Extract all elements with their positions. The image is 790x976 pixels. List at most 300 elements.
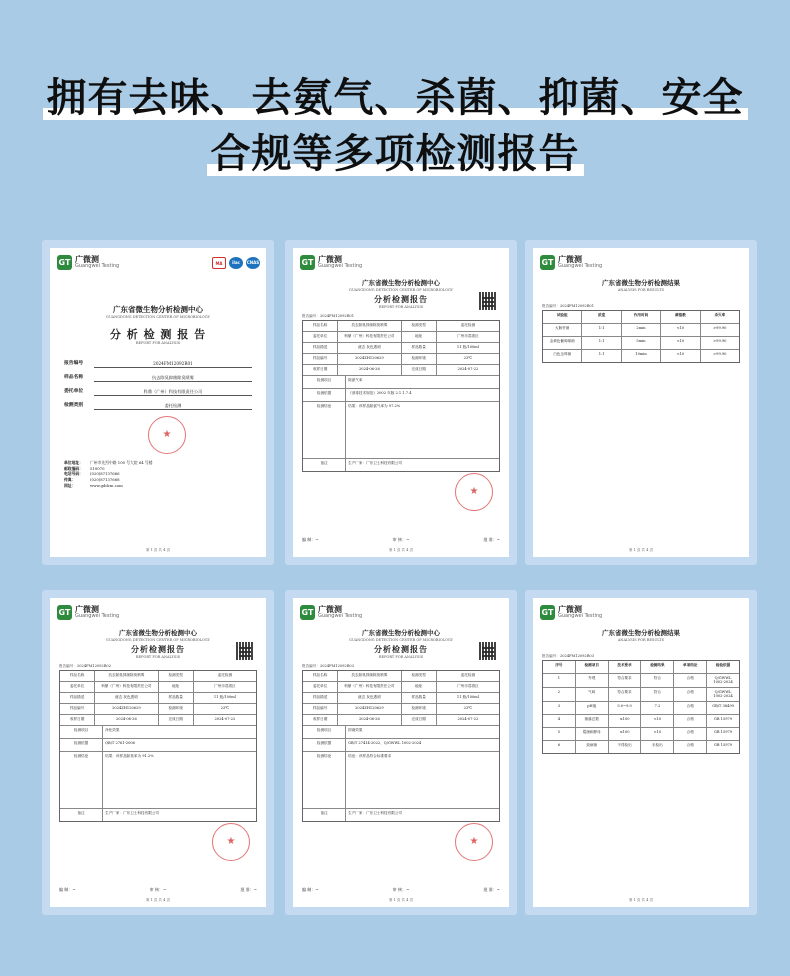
table-cell: ≤100	[609, 715, 642, 727]
table-row	[303, 752, 499, 809]
table-cell: 抗去除臭抑菌除臭喷雾	[338, 671, 401, 681]
table-cell: 备注	[60, 809, 103, 821]
table-cell: 检测结论	[303, 752, 346, 808]
table-cell: 合格	[674, 702, 707, 714]
applicant: 科鼎（广州）科技有限责任公司	[94, 389, 252, 396]
table-cell: 地址	[402, 682, 437, 692]
table-row	[303, 809, 499, 821]
results-table	[542, 310, 740, 363]
table-cell: <10	[641, 728, 674, 740]
table-cell: 检测结果	[641, 661, 674, 673]
address: 广州市先烈中路 100 号大院 64 号楼	[90, 460, 153, 465]
table-cell: 完成日期	[402, 715, 437, 725]
page-number: 第 1 页 共 4 页	[388, 548, 414, 552]
table-cell: 样品数量	[159, 693, 194, 703]
table-cell: 检测环境	[402, 354, 437, 364]
report-page	[50, 598, 266, 907]
table-row	[543, 728, 739, 741]
report-title: 分 析 检 测 报 告	[109, 328, 207, 341]
table-cell: 大肠杆菌	[543, 324, 582, 336]
headline-line-2: 合规等多项检测报告	[211, 126, 580, 182]
table-cell: 液态 灰色透明	[95, 693, 158, 703]
table-row	[303, 354, 499, 365]
logo-name-en: Guangwei Testing	[318, 263, 363, 269]
table-row	[543, 715, 739, 728]
table-row	[303, 671, 499, 682]
table-cell: 5min	[622, 337, 661, 349]
test-type: 委托检测	[94, 403, 252, 410]
table-row	[303, 376, 499, 389]
table-row	[60, 671, 256, 682]
org-name-en: GUANGDONG DETECTION CENTER OF MICROBIOLOGY	[349, 288, 453, 292]
org-name: 广东省微生物分析检测中心	[362, 629, 440, 637]
table-cell: 检测类型	[159, 671, 194, 681]
logo-name: 广微测	[318, 255, 342, 264]
table-cell: 样品编号	[303, 704, 338, 714]
table-row	[303, 726, 499, 739]
editor-label: 编 制：	[302, 887, 316, 892]
table-cell: 浓度	[582, 311, 621, 323]
table-cell: 广州市荔湾区	[457, 684, 479, 688]
table-cell: Q/GWWL 1002-2024	[713, 689, 733, 699]
page-number: 第 1 页 共 4 页	[388, 898, 414, 902]
table-cell: 1:1	[582, 337, 621, 349]
results-title-en: ANALYSIS FOR RESULTS	[617, 638, 665, 642]
table-cell: 委托单位	[303, 682, 338, 692]
table-cell: Q/GWWL 1002-2024	[713, 676, 733, 685]
cover-fields	[64, 361, 252, 417]
table-cell: 5.0~9.0	[609, 702, 642, 714]
table-cell: <10	[661, 337, 700, 349]
page-number: 第 1 页 共 4 页	[628, 898, 654, 902]
tel: (020)87137666	[90, 471, 120, 477]
table-cell: 委托检测	[460, 673, 476, 677]
report-page	[533, 598, 749, 907]
table-row	[303, 682, 499, 693]
table-row	[60, 726, 256, 739]
fax: (020)87137668	[90, 477, 120, 483]
table-cell: <10	[641, 715, 674, 727]
table-row	[60, 693, 256, 704]
verifier-label: 审 核：	[149, 887, 163, 892]
report-title-en: REPORT FOR ANALYSIS	[378, 655, 424, 659]
table-cell: 完成日期	[159, 715, 194, 725]
logo-icon: GT	[300, 255, 315, 270]
table-cell: 样品描述	[60, 693, 95, 703]
table-cell: 检测结论	[303, 402, 346, 458]
field-label: 检测类别	[64, 402, 84, 409]
logo-icon: GT	[57, 605, 72, 620]
table-cell: 收样日期	[60, 715, 95, 725]
signature-row	[302, 887, 500, 893]
verifier-label: 审 核：	[392, 887, 406, 892]
table-cell: 委托单位	[303, 332, 338, 342]
results-title: 广东省微生物分析检测结果	[602, 629, 680, 637]
table-cell: 6	[543, 741, 576, 753]
table-cell: 液态 灰色透明	[338, 693, 401, 703]
table-row	[303, 321, 499, 332]
logo-name: 广微测	[75, 255, 99, 264]
table-cell: GB 15979	[714, 729, 733, 734]
table-cell: GB/T 27414-2022、Q/GWWL 1002-2024	[348, 741, 422, 745]
org-name-en: GUANGDONG DETECTION CENTER OF MICROBIOLOGY	[106, 315, 210, 319]
table-cell: 样品名称	[60, 671, 95, 681]
contact-info	[64, 460, 152, 488]
table-cell: 检验依据	[715, 663, 731, 667]
table-cell: 符合	[641, 688, 674, 701]
info-table	[59, 670, 257, 822]
logo	[300, 605, 362, 620]
web-label: 网址：	[64, 482, 76, 488]
signature-image: ~	[315, 537, 319, 542]
table-cell: 委托单位	[60, 682, 95, 692]
logo	[540, 255, 602, 270]
table-cell: 2024-07-22	[457, 717, 479, 721]
table-cell: 抑菌效果	[348, 728, 363, 732]
table-cell: 收样日期	[303, 715, 338, 725]
table-cell: 样品编号	[60, 704, 95, 714]
table-cell: 2024-06-26	[338, 365, 401, 375]
table-cell: 23℃	[220, 706, 230, 710]
table-cell: 检测依据	[60, 739, 103, 751]
approver-label: 批 准：	[240, 887, 254, 892]
ilac-mark-icon: ilac	[229, 257, 243, 269]
signature-row	[59, 887, 257, 893]
signature-image: ~	[315, 887, 319, 892]
table-cell: 委托检测	[460, 323, 476, 327]
signature-image: ~	[496, 887, 500, 892]
table-cell: 致病菌	[576, 741, 609, 753]
table-cell: 科鼎（广州）科技有限责任公司	[338, 682, 401, 692]
table-cell: 样品数量	[402, 343, 437, 353]
report-page	[293, 598, 509, 907]
red-seal-icon: ★	[455, 823, 493, 861]
report-ref: 报告编号：2024FM12092R01	[542, 304, 594, 308]
fax-label: 传真：	[64, 477, 76, 483]
org-name: 广东省微生物分析检测中心	[113, 305, 203, 314]
table-row	[543, 661, 739, 674]
table-cell: 抗去除臭抑菌除臭喷雾	[338, 321, 401, 331]
table-row	[303, 365, 499, 376]
table-cell: 合格	[674, 728, 707, 740]
table-cell: 23℃	[463, 706, 473, 710]
table-cell: GB/T 38499	[712, 703, 734, 708]
table-cell: 不得检出	[609, 741, 642, 753]
report-ref: 报告编号：2024FM12092R01	[302, 314, 354, 318]
signature-image: ~	[72, 887, 76, 892]
logo-name-en: Guangwei Testing	[558, 263, 603, 269]
table-row	[60, 704, 256, 715]
website: www.gddcm.com	[90, 482, 123, 488]
table-cell: 检测项目	[576, 661, 609, 673]
certification-marks	[212, 257, 260, 269]
logo-name-en: Guangwei Testing	[75, 613, 120, 619]
table-cell: 地址	[402, 332, 437, 342]
table-cell: 5	[543, 728, 576, 740]
table-cell: 合格	[674, 674, 707, 687]
table-cell: 生产厂家：广东卫士科技有限公司	[348, 811, 403, 815]
logo	[300, 255, 362, 270]
qr-code-icon	[479, 642, 497, 660]
table-cell: 11 瓶/100ml	[213, 695, 236, 699]
table-cell: 检测依据	[303, 739, 346, 751]
org-name-en: GUANGDONG DETECTION CENTER OF MICROBIOLOGY	[349, 638, 453, 642]
signature-image: ~	[405, 537, 410, 542]
table-cell: 生产厂家：广东卫士科技有限公司	[105, 811, 160, 815]
table-cell: 金黄色葡萄球菌	[543, 337, 582, 349]
table-cell: 2min	[622, 324, 661, 336]
report-title: 分析检测报告	[374, 644, 428, 654]
headline-line-1: 拥有去味、去氨气、杀菌、抑菌、安全	[47, 70, 744, 126]
table-cell: 4	[543, 715, 576, 727]
table-cell: <10	[661, 350, 700, 362]
table-cell: 霉菌和酵母	[576, 728, 609, 740]
cma-mark-icon: MA	[212, 257, 226, 269]
table-cell: 单项结论	[674, 661, 707, 673]
report-ref: 报告编号：2024FM12092R02	[59, 664, 111, 668]
report-ref: 报告编号：2024FM12092R03	[302, 664, 354, 668]
logo-name: 广微测	[75, 605, 99, 614]
table-cell: 检测环境	[159, 704, 194, 714]
table-cell: 作用时间	[622, 311, 661, 323]
table-cell: 收样日期	[303, 365, 338, 375]
report-page	[293, 248, 509, 557]
table-row	[303, 739, 499, 752]
table-cell: GB 15979	[714, 742, 733, 747]
red-seal-icon: ★	[212, 823, 250, 861]
table-cell: 2024-07-22	[214, 717, 236, 721]
table-cell: 菌落数	[661, 311, 700, 323]
field-label: 报告编号	[64, 360, 84, 366]
table-cell: 23℃	[463, 356, 473, 360]
table-cell: 检测项目	[303, 726, 346, 738]
tel-label: 电话号码：	[64, 471, 83, 477]
table-cell: 净化效果	[105, 728, 120, 732]
table-cell: 委托检测	[217, 673, 233, 677]
report-card-4	[42, 590, 274, 915]
table-cell: 1:1	[582, 324, 621, 336]
page-number: 第 1 页 共 4 页	[145, 898, 171, 902]
table-cell: 结果：该样品除臭率为 91.2%	[105, 754, 154, 758]
table-cell: 检测项目	[303, 376, 346, 388]
report-card-5	[285, 590, 517, 915]
table-cell: 技术要求	[609, 661, 642, 673]
table-row	[543, 741, 739, 753]
table-row	[303, 704, 499, 715]
table-cell: 2024ZH120629	[338, 704, 401, 714]
table-cell: 2024ZH120629	[338, 354, 401, 364]
table-cell: pH值	[576, 702, 609, 714]
table-cell: ≤100	[609, 728, 642, 740]
table-row	[543, 688, 739, 702]
signature-row	[302, 537, 500, 543]
headline	[0, 70, 790, 182]
table-cell: GB 15979	[714, 716, 733, 721]
report-title-en: REPORT FOR ANALYSIS	[135, 655, 181, 659]
report-title: 分析检测报告	[374, 294, 428, 304]
table-cell: 2024-06-26	[338, 715, 401, 725]
table-cell: 检测结论	[60, 752, 103, 808]
table-row	[543, 702, 739, 715]
table-cell: 白色念珠菌	[543, 350, 582, 362]
verifier-label: 审 核：	[392, 537, 406, 542]
table-cell: 检测依据	[303, 389, 346, 401]
approver-label: 批 准：	[483, 887, 497, 892]
table-cell: 广州市荔湾区	[457, 334, 479, 338]
table-cell: 符合要求	[609, 688, 642, 701]
table-cell: 外观	[576, 674, 609, 687]
report-card-cover	[42, 240, 274, 565]
table-cell: 合格	[674, 688, 707, 701]
table-cell: 样品名称	[303, 671, 338, 681]
org-name: 广东省微生物分析检测中心	[119, 629, 197, 637]
approver-label: 批 准：	[483, 537, 497, 542]
table-row	[60, 739, 256, 752]
results-table	[542, 660, 740, 754]
table-cell: 完成日期	[402, 365, 437, 375]
logo	[540, 605, 602, 620]
table-cell: 合格	[674, 741, 707, 753]
table-cell: 结果：该样品除氨气率为 97.2%	[348, 404, 401, 408]
table-cell: 样品数量	[402, 693, 437, 703]
table-row	[543, 311, 739, 324]
table-cell: 检测项目	[60, 726, 103, 738]
cnas-mark-icon: CNAS	[246, 257, 260, 269]
table-row	[543, 324, 739, 337]
table-cell: 样品描述	[303, 693, 338, 703]
table-cell: 11 瓶/100ml	[456, 345, 479, 349]
table-cell: 2024ZH120629	[95, 704, 158, 714]
logo-name-en: Guangwei Testing	[75, 263, 120, 269]
table-cell: 《消毒技术规范》2002 年版 2.1.1.7.4	[348, 391, 412, 395]
table-cell: 3	[543, 702, 576, 714]
page-number: 第 1 页 共 4 页	[145, 548, 171, 552]
table-cell: 样品名称	[303, 321, 338, 331]
org-name: 广东省微生物分析检测中心	[362, 279, 440, 287]
report-number: 2024FM12092R01	[94, 361, 252, 368]
qr-code-icon	[236, 642, 254, 660]
info-table	[302, 670, 500, 822]
org-name-en: GUANGDONG DETECTION CENTER OF MICROBIOLOGY	[106, 638, 210, 642]
table-cell: >99.90	[713, 352, 727, 356]
table-cell: 液态 灰色透明	[338, 343, 401, 353]
postcode-label: 邮政编码：	[64, 465, 83, 471]
table-row	[60, 752, 256, 809]
logo-icon: GT	[57, 255, 72, 270]
table-cell: 2024-06-26	[95, 715, 158, 725]
field-label: 委托单位	[64, 388, 84, 395]
table-cell: QB/T 2761-2006	[105, 741, 135, 745]
logo-icon: GT	[540, 255, 555, 270]
signature-image: ~	[253, 887, 257, 892]
table-cell: 菌落总数	[576, 715, 609, 727]
table-cell: 符合	[641, 674, 674, 687]
field-label: 样品名称	[64, 374, 84, 381]
signature-image: ~	[162, 887, 167, 892]
table-cell: 10min	[622, 350, 661, 362]
report-page	[533, 248, 749, 557]
red-seal-icon: ★	[455, 473, 493, 511]
red-seal-icon: ★	[148, 416, 186, 454]
table-row	[543, 350, 739, 362]
table-cell: 2024-07-22	[457, 367, 479, 371]
table-row	[303, 459, 499, 471]
table-row	[60, 715, 256, 726]
signature-image: ~	[405, 887, 410, 892]
table-cell: 生产厂家：广东卫士科技有限公司	[348, 461, 403, 465]
table-cell: 符合要求	[609, 674, 642, 687]
logo-name: 广微测	[558, 255, 582, 264]
logo	[57, 255, 119, 270]
address-label: 单位地址：	[64, 460, 83, 465]
table-cell: 样品描述	[303, 343, 338, 353]
table-cell: 检测类型	[402, 671, 437, 681]
table-row	[60, 809, 256, 821]
table-cell: 杀灭率	[714, 313, 726, 317]
qr-code-icon	[479, 292, 497, 310]
table-cell: >99.90	[713, 326, 727, 330]
logo-name: 广微测	[318, 605, 342, 614]
table-cell: 检测类型	[402, 321, 437, 331]
results-title-en: ANALYSIS FOR RESULTS	[617, 288, 665, 292]
table-cell: 合格	[674, 715, 707, 727]
table-row	[303, 389, 499, 402]
table-cell: 备注	[303, 809, 346, 821]
report-card-6	[525, 590, 757, 915]
table-row	[303, 343, 499, 354]
table-row	[303, 402, 499, 459]
table-cell: 除氨气率	[348, 378, 363, 382]
table-cell: >99.90	[713, 339, 727, 343]
table-cell: 科鼎（广州）科技有限责任公司	[338, 332, 401, 342]
table-row	[303, 693, 499, 704]
report-ref: 报告编号：2024FM12092R03	[542, 654, 594, 658]
logo	[57, 605, 119, 620]
table-cell: 气味	[576, 688, 609, 701]
table-row	[543, 337, 739, 350]
report-title-en: REPORT FOR ANALYSIS	[378, 305, 424, 309]
page-number: 第 1 页 共 4 页	[628, 548, 654, 552]
table-cell: 1:1	[582, 350, 621, 362]
postcode: 510070	[90, 465, 105, 471]
results-title: 广东省微生物分析检测结果	[602, 279, 680, 287]
logo-name-en: Guangwei Testing	[558, 613, 603, 619]
table-cell: 备注	[303, 459, 346, 471]
table-cell: 2	[543, 688, 576, 701]
report-card-3	[525, 240, 757, 565]
logo-icon: GT	[540, 605, 555, 620]
table-cell: 科鼎（广州）科技有限责任公司	[95, 682, 158, 692]
editor-label: 编 制：	[302, 537, 316, 542]
table-cell: 试验组	[543, 311, 582, 323]
logo-name-en: Guangwei Testing	[318, 613, 363, 619]
table-cell: 地址	[159, 682, 194, 692]
report-title-en: REPORT FOR ANALYSIS	[135, 341, 181, 345]
table-cell: <10	[661, 324, 700, 336]
logo-name: 广微测	[558, 605, 582, 614]
table-cell: 7.2	[641, 702, 674, 714]
logo-icon: GT	[300, 605, 315, 620]
table-row	[60, 682, 256, 693]
table-cell: 样品编号	[303, 354, 338, 364]
table-cell: 1	[543, 674, 576, 687]
table-cell: 抗去除臭抑菌除臭喷雾	[95, 671, 158, 681]
info-table	[302, 320, 500, 472]
table-cell: 序号	[543, 661, 576, 673]
table-cell: 检测环境	[402, 704, 437, 714]
table-row	[303, 332, 499, 343]
report-card-2	[285, 240, 517, 565]
